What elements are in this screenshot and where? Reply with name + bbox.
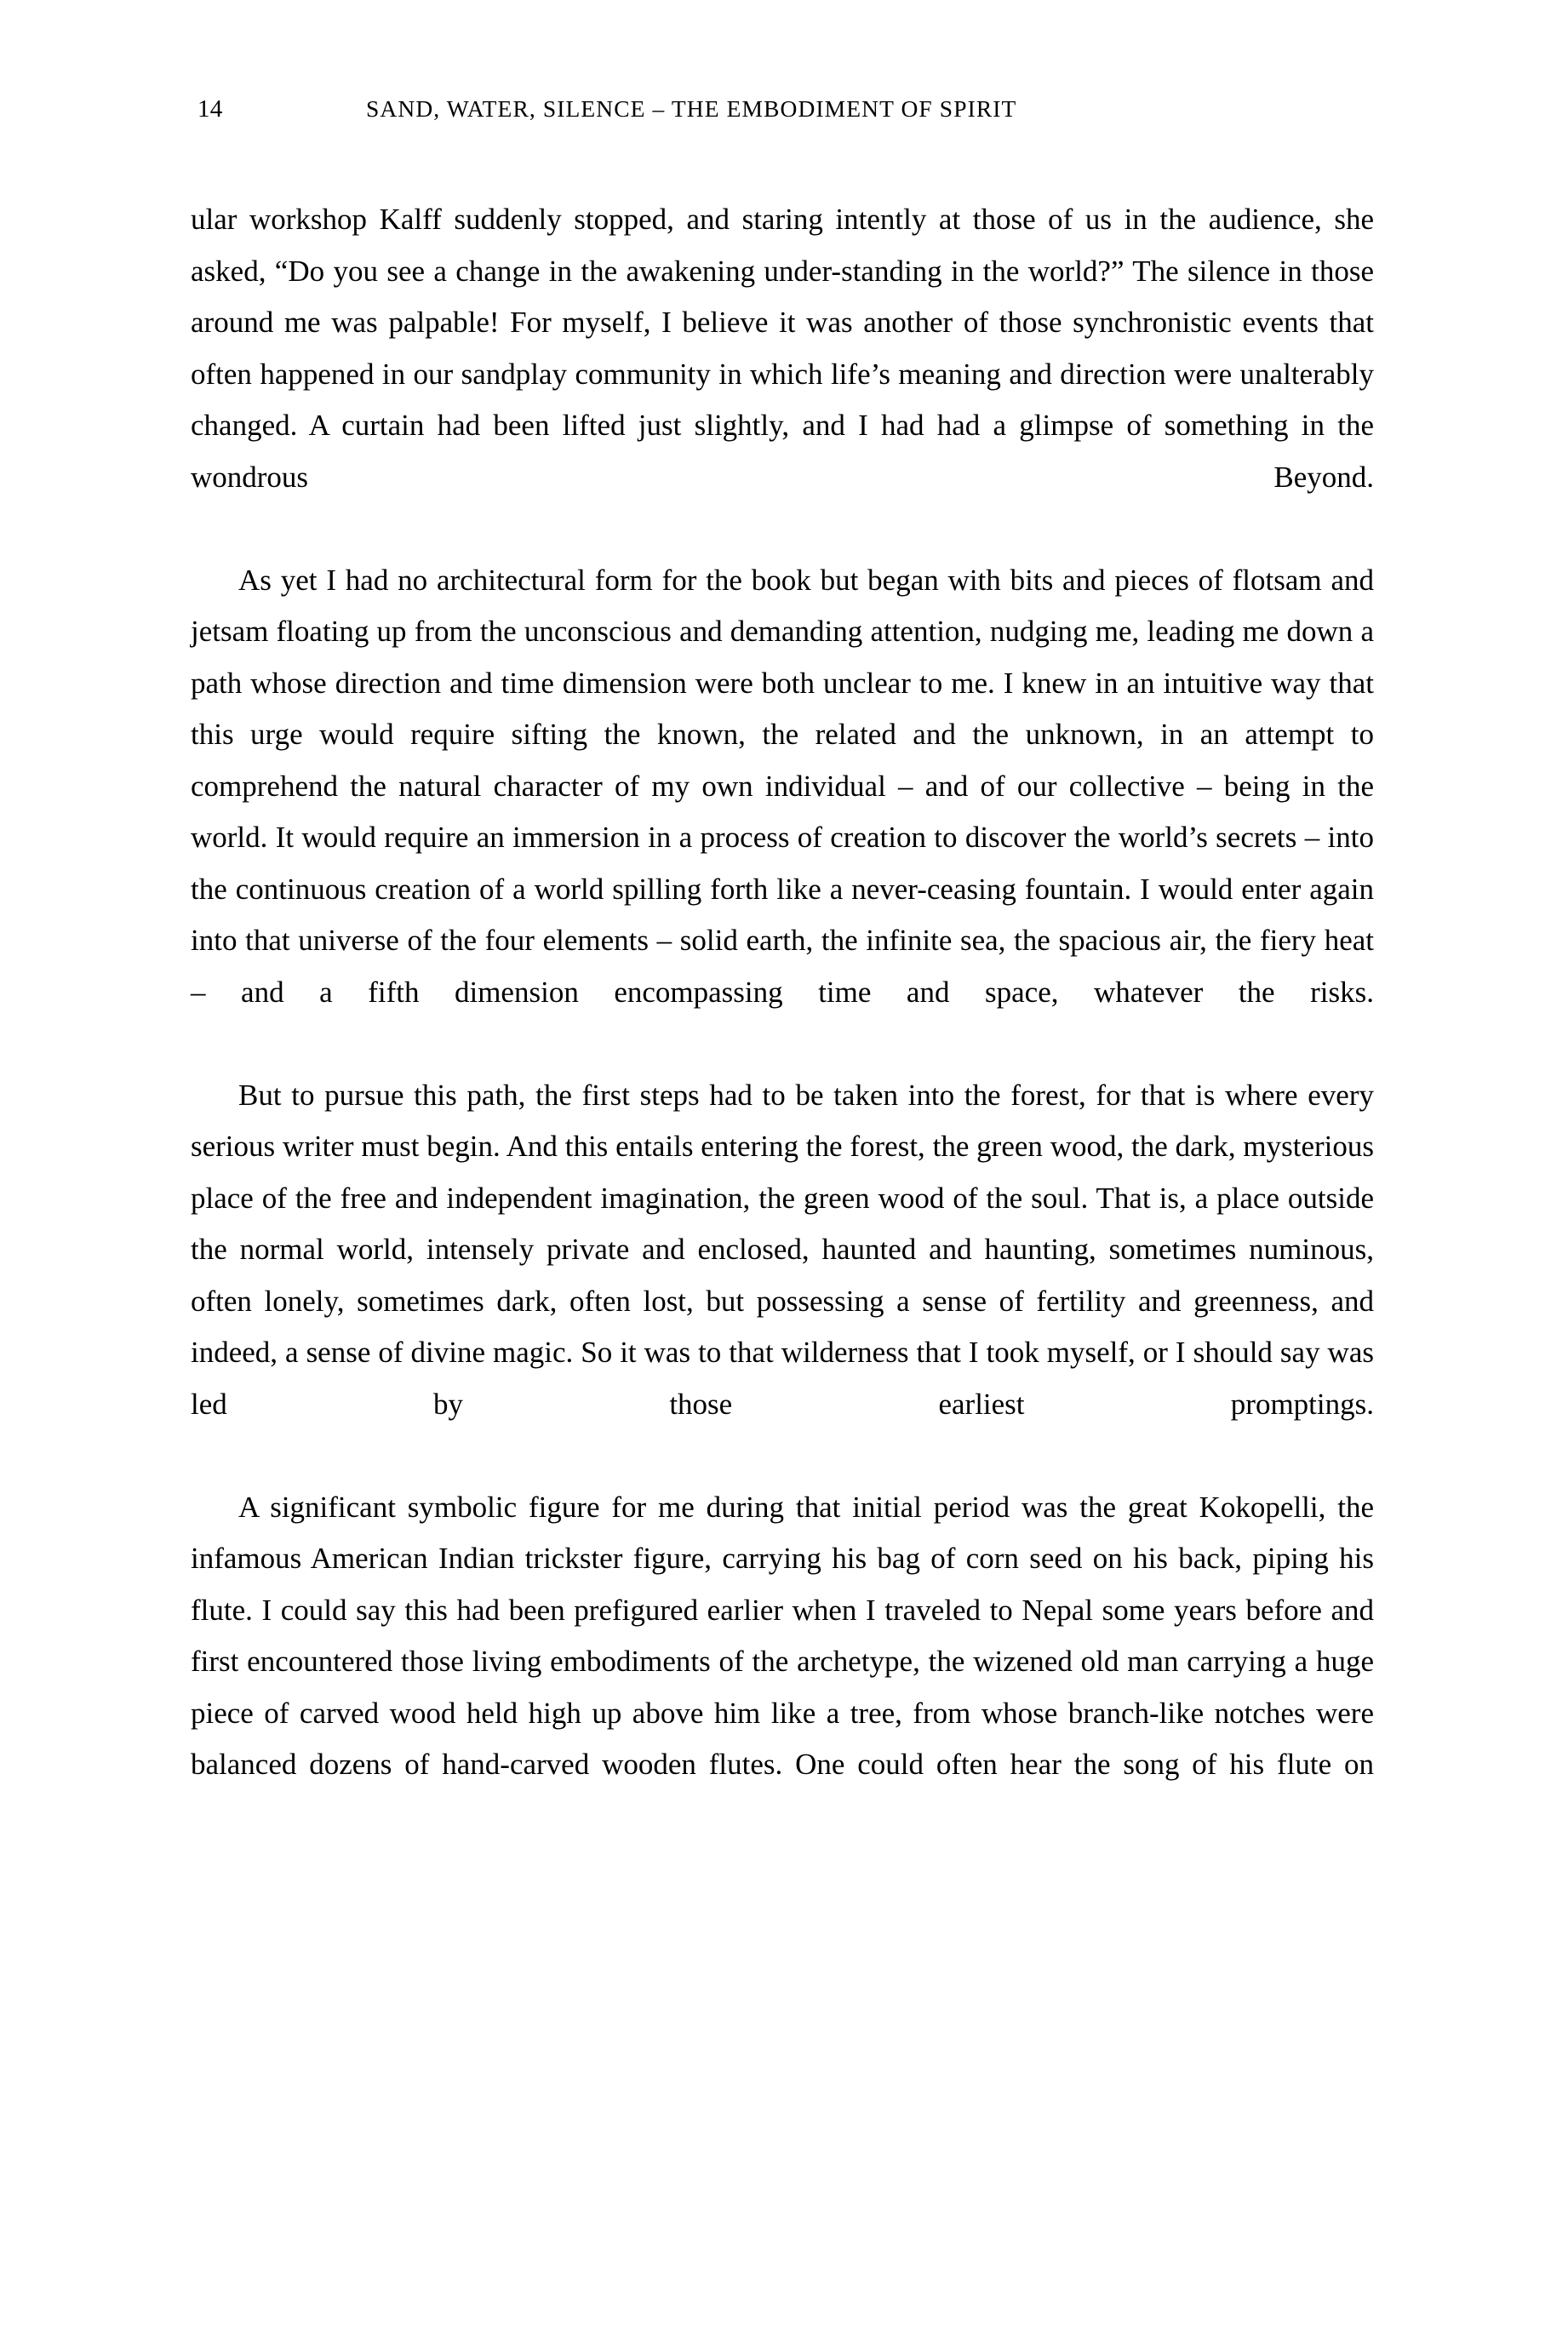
paragraph: But to pursue this path, the first steps had to be taken into the forest, for that is where every serious writer must begin. And this entails entering the forest, the green wood, the dark, mysterious place of the free and independent imagination, the green wood of the soul. That is, a place outside the normal world, intensely private and enclosed, haunted and haunting, sometimes numinous, often lonely, sometimes dark, often lost, but possessing a sense of fertility and greenness, and indeed, a sense of divine magic. So it was to that wilderness that I took myself, or I should say was led by those earliest promptings. — [191, 1078, 1374, 1421]
body-text-column — [191, 194, 1374, 1842]
paragraph: As yet I had no architectural form for the book but began with bits and pieces of flotsam and jetsam floating up from the unconscious and demanding attention, nudging me, leading me down a path whose direction and time dimension were both unclear to me. I knew in an intuitive way that this urge would require sifting the known, the related and the unknown, in an attempt to comprehend the natural character of my own individual – and of our collective – being in the world. It would require an immersion in a process of creation to discover the world’s secrets – into the continuous creation of a world spilling forth like a never-ceasing fountain. I would enter again into that universe of the four elements – solid earth, the infinite sea, the spacious air, the fiery heat – and a fifth dimension encompassing time and space, whatever the risks. — [191, 563, 1374, 1009]
running-title: SAND, WATER, SILENCE – THE EMBODIMENT OF SPIRIT — [366, 95, 1017, 122]
paragraph: A significant symbolic figure for me during that initial period was the great Kokopelli, the infamous American Indian trickster figure, carrying his bag of corn seed on his back, piping his flute. I could say this had been prefigured earlier when I traveled to Nepal some years before and first encountered those living embodiments of the archetype, the wizened old man carrying a huge piece of carved wood held high up above him like a tree, from whose branch-like notches were balanced dozens of hand-carved wooden flutes. One could often hear the song of his flute on — [191, 1490, 1374, 1781]
paragraph: ular workshop Kalff suddenly stopped, and staring intently at those of us in the audience, she asked, “Do you see a change in the awakening under-standing in the world?” The silence in those around me was palpable! For myself, I believe it was another of those synchronistic events that often happened in our sandplay community in which life’s meaning and direction were unalterably changed. A curtain had been lifted just slightly, and I had had a glimpse of something in the wondrous Beyond. — [191, 203, 1374, 494]
running-head — [197, 95, 1371, 129]
page-number: 14 — [197, 95, 223, 123]
